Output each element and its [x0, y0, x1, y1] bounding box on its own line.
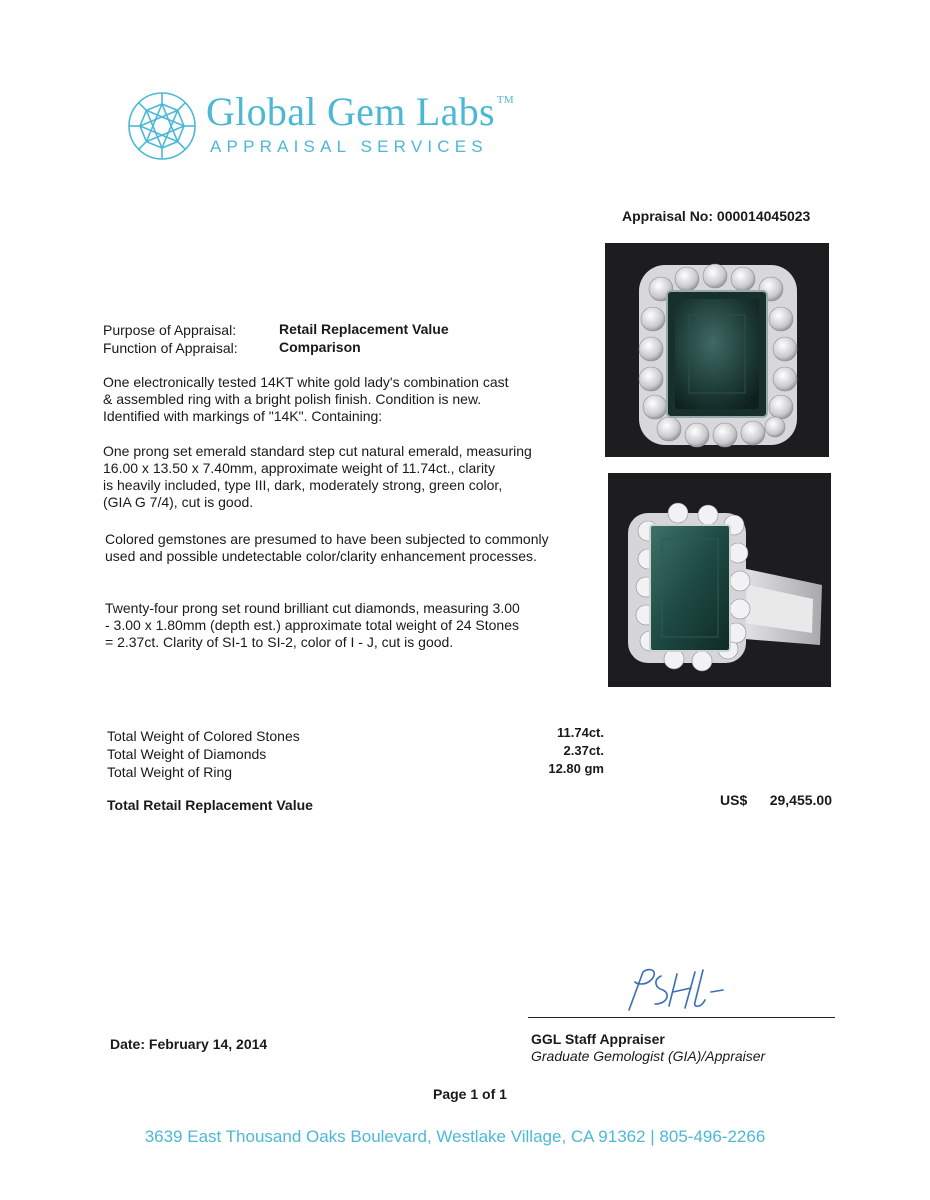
currency-label: US$ — [720, 792, 748, 808]
total-ring-value: 12.80 gm — [548, 761, 604, 776]
total-diamonds-value: 2.37ct. — [563, 743, 604, 758]
function-value: Comparison — [279, 339, 361, 355]
appraiser-title: GGL Staff Appraiser — [531, 1031, 665, 1047]
page-number: Page 1 of 1 — [433, 1086, 507, 1102]
purpose-label: Purpose of Appraisal: — [103, 322, 237, 338]
total-colored-stones-value: 11.74ct. — [557, 725, 604, 740]
retail-value-amount: 29,455.00 — [769, 792, 832, 808]
ring-description: One electronically tested 14KT white gold lady's combination cast & assembled ring with a bright polish finish. Condition is new. Identified with markings of "14K". Containing: — [103, 374, 509, 424]
purpose-value: Retail Replacement Value — [279, 321, 449, 337]
appraiser-credentials: Graduate Gemologist (GIA)/Appraiser — [531, 1048, 766, 1064]
appraisal-date: Date: February 14, 2014 — [110, 1036, 268, 1052]
ring-side-view-image — [608, 473, 831, 687]
appraiser-signature — [615, 962, 735, 1014]
diamond-logo-icon — [126, 90, 198, 162]
function-label: Function of Appraisal: — [103, 340, 238, 356]
signature-line — [528, 1017, 835, 1018]
total-colored-stones-label: Total Weight of Colored Stones — [107, 728, 300, 744]
enhancement-notice: Colored gemstones are presumed to have been subjected to commonly used and possible undetectable color/clarity enhancement processes. — [105, 531, 549, 564]
ring-top-view-image — [605, 243, 829, 457]
total-ring-label: Total Weight of Ring — [107, 764, 233, 780]
trademark-mark: TM — [496, 94, 514, 106]
brand-subtitle: APPRAISAL SERVICES — [210, 137, 488, 156]
ring-photo-side-view — [608, 473, 831, 687]
appraisal-number: Appraisal No: 000014045023 — [622, 208, 811, 224]
emerald-description: One prong set emerald standard step cut natural emerald, measuring 16.00 x 13.50 x 7.40mm, approximate weight of 11.74ct., clarity is heavily included, type III, dark, moderately strong, green color, (GIA G 7/4), cut is good. — [103, 443, 532, 510]
total-diamonds-label: Total Weight of Diamonds — [107, 746, 267, 762]
brand-name-text: Global Gem Labs — [206, 89, 495, 134]
ring-photo-top-view — [605, 243, 829, 457]
footer-address: 3639 East Thousand Oaks Boulevard, Westlake Village, CA 91362 | 805-496-2266 — [144, 1127, 766, 1146]
brand-name — [206, 88, 514, 135]
retail-value-label: Total Retail Replacement Value — [107, 797, 313, 813]
diamonds-description: Twenty-four prong set round brilliant cut diamonds, measuring 3.00 - 3.00 x 1.80mm (depth est.) approximate total weight of 24 Stones = 2.37ct. Clarity of SI-1 to SI-2, color of I - J, cut is good. — [105, 600, 520, 650]
